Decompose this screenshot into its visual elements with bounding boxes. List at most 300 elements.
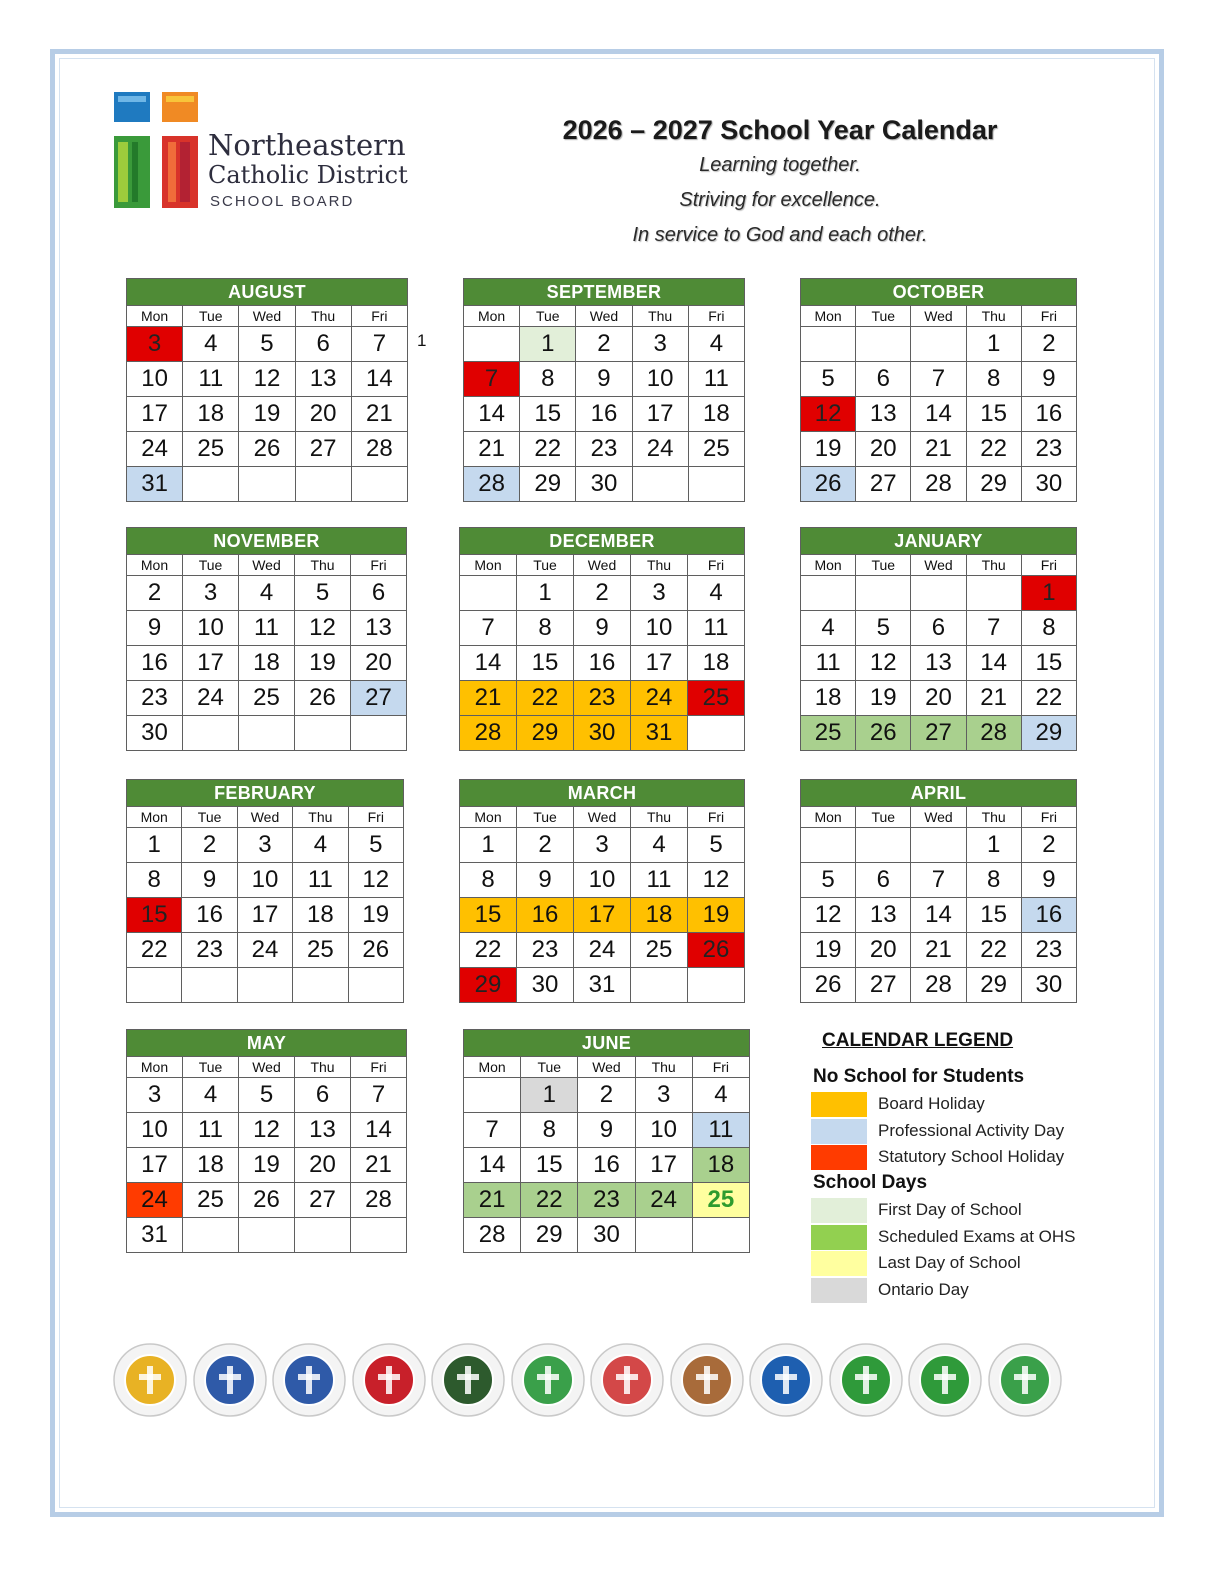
anchor-cross-icon	[192, 1342, 268, 1418]
day-cell: 22	[966, 933, 1021, 968]
day-cell: 30	[574, 716, 631, 751]
dove-crest-icon	[112, 1342, 188, 1418]
empty-day-cell	[692, 1218, 749, 1253]
day-cell: 13	[295, 362, 351, 397]
legend-row-ontario-day	[811, 1278, 1111, 1304]
weekday-header: Fri	[351, 555, 407, 576]
month-title: JUNE	[464, 1030, 750, 1057]
empty-day-cell	[351, 1218, 407, 1253]
day-cell: 20	[911, 681, 966, 716]
day-cell: 12	[348, 863, 403, 898]
weekday-header: Tue	[183, 306, 239, 327]
day-cell: 19	[856, 681, 911, 716]
day-cell: 29	[460, 968, 517, 1003]
month-calendar-october	[800, 278, 1077, 502]
day-cell: 21	[966, 681, 1021, 716]
weekday-header: Tue	[856, 555, 911, 576]
day-cell: 4	[692, 1078, 749, 1113]
day-cell: 10	[635, 1113, 692, 1148]
logo-board-label: SCHOOL BOARD	[210, 193, 355, 210]
day-cell: 22	[127, 933, 182, 968]
day-cell: 27	[856, 968, 911, 1003]
day-cell: 4	[631, 828, 688, 863]
month-calendar-may	[126, 1029, 407, 1253]
empty-day-cell	[856, 576, 911, 611]
weekday-header: Thu	[966, 306, 1021, 327]
day-cell: 29	[520, 467, 576, 502]
day-cell: 3	[631, 576, 688, 611]
day-cell: 4	[183, 1078, 239, 1113]
day-cell: 12	[856, 646, 911, 681]
weekday-header: Thu	[635, 1057, 692, 1078]
day-cell: 8	[966, 863, 1021, 898]
board-logo	[114, 92, 434, 217]
day-cell: 22	[520, 432, 576, 467]
shamrock-cross-icon	[987, 1342, 1063, 1418]
day-cell: 30	[578, 1218, 635, 1253]
weekday-header: Wed	[239, 1057, 295, 1078]
day-cell: 26	[801, 968, 856, 1003]
day-cell: 25	[239, 681, 295, 716]
day-cell: 1	[521, 1078, 578, 1113]
month-title: AUGUST	[127, 279, 408, 306]
weekday-header: Thu	[295, 1057, 351, 1078]
day-cell: 18	[692, 1148, 749, 1183]
day-cell: 23	[1021, 432, 1076, 467]
weekday-header: Mon	[801, 807, 856, 828]
day-cell: 12	[295, 611, 351, 646]
weekday-header: Tue	[517, 555, 574, 576]
empty-day-cell	[295, 716, 351, 751]
empty-day-cell	[237, 968, 292, 1003]
day-cell: 6	[856, 863, 911, 898]
month-calendar-january	[800, 527, 1077, 751]
day-cell: 5	[239, 327, 295, 362]
day-cell: 7	[911, 362, 966, 397]
day-cell: 11	[692, 1113, 749, 1148]
motto-line-2: Striving for excellence.	[679, 189, 881, 211]
day-cell: 18	[183, 397, 239, 432]
day-cell: 12	[801, 898, 856, 933]
legend-swatch-first-day	[811, 1198, 867, 1223]
day-cell: 24	[183, 681, 239, 716]
legend-label-board-holiday: Board Holiday	[878, 1094, 985, 1113]
day-cell: 30	[1021, 467, 1076, 502]
day-cell: 26	[688, 933, 745, 968]
day-cell: 2	[576, 327, 632, 362]
day-cell: 26	[239, 432, 295, 467]
day-cell: 7	[911, 863, 966, 898]
empty-day-cell	[464, 327, 520, 362]
legend-swatch-exams	[811, 1225, 867, 1250]
day-cell: 11	[239, 611, 295, 646]
weekday-header: Fri	[688, 807, 745, 828]
motto-line-1: Learning together.	[699, 154, 861, 176]
month-title: OCTOBER	[801, 279, 1077, 306]
day-cell: 24	[127, 432, 183, 467]
weekday-header: Thu	[632, 306, 688, 327]
empty-day-cell	[635, 1218, 692, 1253]
day-cell: 24	[574, 933, 631, 968]
day-cell: 28	[911, 968, 966, 1003]
day-cell: 1	[517, 576, 574, 611]
day-cell: 5	[688, 828, 745, 863]
day-cell: 21	[464, 432, 520, 467]
day-cell: 13	[856, 397, 911, 432]
day-cell: 25	[688, 681, 745, 716]
day-cell: 20	[856, 933, 911, 968]
day-cell: 5	[856, 611, 911, 646]
day-cell: 9	[517, 863, 574, 898]
weekday-header: Mon	[127, 555, 183, 576]
day-cell: 5	[801, 863, 856, 898]
legend-swatch-statutory	[811, 1145, 867, 1170]
day-cell: 2	[578, 1078, 635, 1113]
day-cell: 23	[578, 1183, 635, 1218]
logo-subtitle: Catholic District	[208, 161, 408, 189]
day-cell: 8	[517, 611, 574, 646]
day-cell: 6	[856, 362, 911, 397]
month-calendar-december	[459, 527, 745, 751]
day-cell: 31	[127, 1218, 183, 1253]
legend-row-last-day	[811, 1251, 1111, 1277]
legend-school-days-heading: School Days	[813, 1172, 928, 1193]
day-cell: 24	[127, 1183, 183, 1218]
weekday-header: Wed	[911, 555, 966, 576]
day-cell: 28	[911, 467, 966, 502]
weekday-header: Fri	[351, 1057, 407, 1078]
day-cell: 28	[464, 1218, 521, 1253]
day-cell: 7	[464, 362, 520, 397]
day-cell: 26	[239, 1183, 295, 1218]
day-cell: 16	[576, 397, 632, 432]
day-cell: 4	[688, 327, 744, 362]
day-cell: 6	[911, 611, 966, 646]
day-cell: 24	[632, 432, 688, 467]
day-cell: 25	[631, 933, 688, 968]
day-cell: 1	[1021, 576, 1076, 611]
month-title: APRIL	[801, 780, 1077, 807]
day-cell: 10	[237, 863, 292, 898]
day-cell: 18	[293, 898, 348, 933]
day-cell: 17	[183, 646, 239, 681]
day-cell: 3	[632, 327, 688, 362]
day-cell: 4	[293, 828, 348, 863]
empty-day-cell	[464, 1078, 521, 1113]
day-cell: 18	[801, 681, 856, 716]
weekday-header: Wed	[239, 306, 295, 327]
day-cell: 19	[239, 397, 295, 432]
day-cell: 24	[237, 933, 292, 968]
day-cell: 2	[1021, 327, 1076, 362]
day-cell: 10	[127, 1113, 183, 1148]
day-cell: 15	[1021, 646, 1076, 681]
legend-swatch-ontario-day	[811, 1278, 867, 1303]
day-cell: 21	[460, 681, 517, 716]
month-calendar-march	[459, 779, 745, 1003]
day-cell: 16	[578, 1148, 635, 1183]
empty-day-cell	[801, 828, 856, 863]
day-cell: 18	[183, 1148, 239, 1183]
day-cell: 12	[801, 397, 856, 432]
day-cell: 14	[464, 1148, 521, 1183]
day-cell: 7	[464, 1113, 521, 1148]
day-cell: 28	[460, 716, 517, 751]
day-cell: 29	[517, 716, 574, 751]
logo-name: Northeastern	[208, 128, 406, 162]
day-cell: 17	[631, 646, 688, 681]
legend-row-statutory	[811, 1145, 1111, 1171]
day-cell: 26	[801, 467, 856, 502]
day-cell: 30	[127, 716, 183, 751]
day-cell: 27	[295, 1183, 351, 1218]
day-cell: 18	[688, 397, 744, 432]
day-cell: 10	[574, 863, 631, 898]
weekday-header: Tue	[520, 306, 576, 327]
day-cell: 19	[688, 898, 745, 933]
legend-row-pa-day	[811, 1119, 1111, 1145]
day-cell: 21	[464, 1183, 521, 1218]
empty-day-cell	[295, 1218, 351, 1253]
day-cell: 12	[239, 362, 295, 397]
empty-day-cell	[688, 968, 745, 1003]
day-cell: 15	[966, 397, 1021, 432]
day-cell: 21	[911, 432, 966, 467]
weekday-header: Wed	[576, 306, 632, 327]
month-calendar-august	[126, 278, 408, 502]
day-cell: 14	[911, 397, 966, 432]
legend-row-first-day	[811, 1198, 1111, 1224]
day-cell: 5	[295, 576, 351, 611]
empty-day-cell	[351, 716, 407, 751]
day-cell: 25	[688, 432, 744, 467]
day-cell: 4	[239, 576, 295, 611]
day-cell: 13	[911, 646, 966, 681]
legend-label-last-day: Last Day of School	[878, 1253, 1021, 1272]
day-cell: 5	[348, 828, 403, 863]
weekday-header: Mon	[460, 555, 517, 576]
month-calendar-april	[800, 779, 1077, 1003]
day-cell: 7	[351, 1078, 407, 1113]
day-cell: 31	[631, 716, 688, 751]
empty-day-cell	[911, 828, 966, 863]
day-cell: 8	[460, 863, 517, 898]
day-cell: 10	[631, 611, 688, 646]
empty-day-cell	[966, 576, 1021, 611]
day-cell: 6	[295, 327, 351, 362]
legend-label-statutory: Statutory School Holiday	[878, 1147, 1065, 1166]
day-cell: 11	[688, 362, 744, 397]
empty-day-cell	[632, 467, 688, 502]
weekday-header: Fri	[348, 807, 403, 828]
month-title: FEBRUARY	[127, 780, 404, 807]
empty-day-cell	[911, 327, 966, 362]
day-cell: 30	[1021, 968, 1076, 1003]
day-cell: 29	[966, 968, 1021, 1003]
day-cell: 24	[635, 1183, 692, 1218]
maple-leaf-icon	[748, 1342, 824, 1418]
day-cell: 17	[127, 397, 183, 432]
empty-day-cell	[295, 467, 351, 502]
day-cell: 15	[460, 898, 517, 933]
weekday-header: Wed	[911, 807, 966, 828]
day-cell: 19	[801, 933, 856, 968]
weekday-header: Mon	[464, 1057, 521, 1078]
month-title: DECEMBER	[460, 528, 745, 555]
weekday-header: Thu	[966, 555, 1021, 576]
day-cell: 10	[127, 362, 183, 397]
day-cell: 11	[631, 863, 688, 898]
day-cell: 19	[239, 1148, 295, 1183]
day-cell: 14	[351, 362, 407, 397]
day-cell: 26	[348, 933, 403, 968]
day-cell: 28	[351, 432, 407, 467]
day-cell: 19	[295, 646, 351, 681]
day-cell: 15	[517, 646, 574, 681]
day-cell: 11	[293, 863, 348, 898]
day-cell: 5	[801, 362, 856, 397]
day-cell: 26	[856, 716, 911, 751]
day-cell: 22	[1021, 681, 1076, 716]
day-cell: 3	[574, 828, 631, 863]
weekday-header: Mon	[460, 807, 517, 828]
day-cell: 3	[635, 1078, 692, 1113]
weekday-header: Mon	[801, 555, 856, 576]
day-cell: 6	[351, 576, 407, 611]
day-cell: 18	[631, 898, 688, 933]
day-cell: 16	[127, 646, 183, 681]
day-cell: 14	[464, 397, 520, 432]
day-cell: 15	[520, 397, 576, 432]
empty-day-cell	[239, 1218, 295, 1253]
day-cell: 27	[295, 432, 351, 467]
day-cell: 13	[856, 898, 911, 933]
day-cell: 25	[183, 1183, 239, 1218]
day-cell: 1	[966, 828, 1021, 863]
weekday-header: Wed	[239, 555, 295, 576]
weekday-header: Mon	[127, 1057, 183, 1078]
day-cell: 28	[966, 716, 1021, 751]
empty-day-cell	[351, 467, 407, 502]
legend-no-school-heading: No School for Students	[813, 1066, 1025, 1087]
legend-label-pa-day: Professional Activity Day	[878, 1121, 1065, 1140]
empty-day-cell	[856, 327, 911, 362]
legend-row-board-holiday	[811, 1092, 1111, 1118]
day-cell: 16	[517, 898, 574, 933]
weekday-header: Fri	[688, 555, 745, 576]
day-cell: 16	[182, 898, 237, 933]
empty-day-cell	[856, 828, 911, 863]
day-cell: 25	[293, 933, 348, 968]
day-cell: 15	[966, 898, 1021, 933]
church-emblem-icon	[669, 1342, 745, 1418]
weekday-header: Wed	[237, 807, 292, 828]
legend-label-exams: Scheduled Exams at OHS	[878, 1227, 1076, 1246]
empty-day-cell	[801, 327, 856, 362]
day-cell: 9	[578, 1113, 635, 1148]
day-cell: 10	[183, 611, 239, 646]
lake-landscape-icon	[828, 1342, 904, 1418]
weekday-header: Fri	[688, 306, 744, 327]
day-cell: 20	[295, 1148, 351, 1183]
empty-day-cell	[183, 467, 239, 502]
day-cell: 17	[237, 898, 292, 933]
day-cell: 23	[576, 432, 632, 467]
weekday-header: Mon	[464, 306, 520, 327]
weekday-header: Tue	[517, 807, 574, 828]
day-cell: 22	[460, 933, 517, 968]
month-title: SEPTEMBER	[464, 279, 745, 306]
empty-day-cell	[631, 968, 688, 1003]
empty-day-cell	[348, 968, 403, 1003]
cross-logo-icon	[114, 92, 199, 210]
day-cell: 14	[911, 898, 966, 933]
day-cell: 2	[1021, 828, 1076, 863]
day-cell: 13	[351, 611, 407, 646]
legend-swatch-board-holiday	[811, 1092, 867, 1117]
school-badges-row	[112, 1342, 1072, 1424]
day-cell: 4	[183, 327, 239, 362]
weekday-header: Fri	[351, 306, 407, 327]
day-cell: 23	[182, 933, 237, 968]
weekday-header: Tue	[183, 1057, 239, 1078]
empty-day-cell	[911, 576, 966, 611]
empty-day-cell	[801, 576, 856, 611]
day-cell: 2	[127, 576, 183, 611]
saints-shield-icon	[907, 1342, 983, 1418]
month-title: MARCH	[460, 780, 745, 807]
weekday-header: Thu	[631, 807, 688, 828]
day-cell: 22	[521, 1183, 578, 1218]
day-cell: 19	[801, 432, 856, 467]
legend-swatch-pa-day	[811, 1119, 867, 1144]
empty-day-cell	[688, 467, 744, 502]
day-cell: 21	[351, 1148, 407, 1183]
day-cell: 3	[237, 828, 292, 863]
day-cell: 5	[239, 1078, 295, 1113]
day-cell: 14	[966, 646, 1021, 681]
empty-day-cell	[688, 716, 745, 751]
day-cell: 14	[351, 1113, 407, 1148]
day-cell: 8	[127, 863, 182, 898]
day-cell: 6	[295, 1078, 351, 1113]
stray-number: 1	[417, 331, 427, 350]
day-cell: 8	[1021, 611, 1076, 646]
day-cell: 27	[911, 716, 966, 751]
day-cell: 7	[351, 327, 407, 362]
day-cell: 11	[183, 362, 239, 397]
day-cell: 1	[966, 327, 1021, 362]
day-cell: 11	[801, 646, 856, 681]
day-cell: 25	[801, 716, 856, 751]
day-cell: 22	[966, 432, 1021, 467]
day-cell: 25	[692, 1183, 749, 1218]
day-cell: 31	[127, 467, 183, 502]
day-cell: 9	[576, 362, 632, 397]
day-cell: 12	[688, 863, 745, 898]
day-cell: 1	[460, 828, 517, 863]
day-cell: 2	[182, 828, 237, 863]
day-cell: 15	[521, 1148, 578, 1183]
day-cell: 29	[966, 467, 1021, 502]
weekday-header: Mon	[127, 807, 182, 828]
day-cell: 23	[574, 681, 631, 716]
day-cell: 20	[856, 432, 911, 467]
day-cell: 23	[517, 933, 574, 968]
weekday-header: Wed	[574, 807, 631, 828]
weekday-header: Thu	[295, 555, 351, 576]
day-cell: 19	[348, 898, 403, 933]
